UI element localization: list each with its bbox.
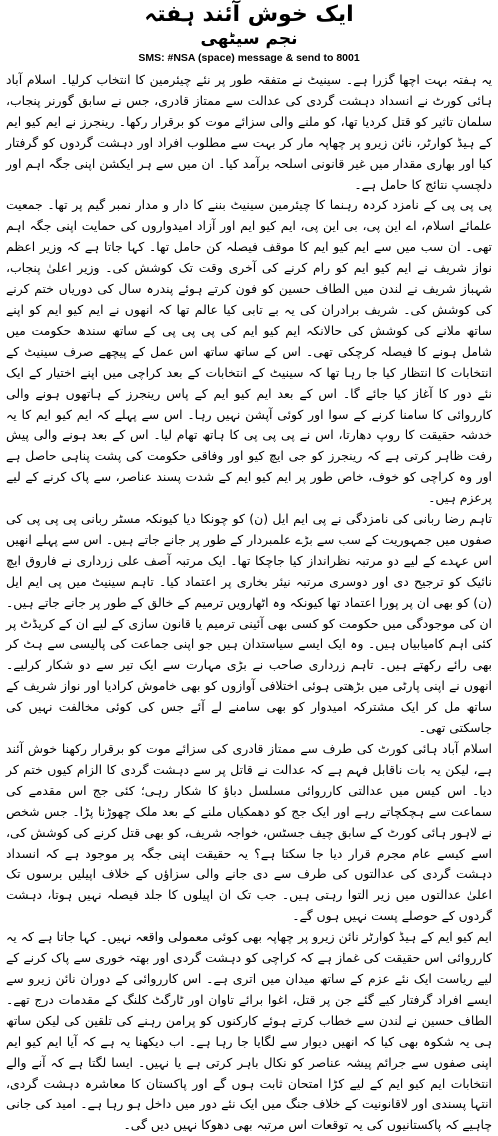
article-title: ایک خوش آئند ہفتہ	[144, 2, 354, 27]
article-header	[0, 0, 498, 66]
paragraph-4: اسلام آباد ہائی کورٹ کی طرف سے ممتاز قادری کی سزائے موت کو برقرار رکھنا خوش آئند ہے، لیکن یہ بات ناقابل فہم ہے کہ عدالت نے قاتل پر سے دہشت گردی کا الزام کیوں ختم کر دیا۔ اس کیس میں عدالتی کارروائی مسلسل دباؤ کا شکار رہی؛ کئی جج اس مقدمے کی سماعت سے ہچکچاتے رہے اور ایک جج کو دھمکیاں ملنے کے بعد ملک چھوڑنا پڑا۔ جس شخص نے لاہور ہائی کورٹ کے سابق چیف جسٹس، خواجہ شریف، کو بھی قتل کرنے کی کوشش کی، اسے کیسے عام مجرم قرار دیا جا سکتا ہے؟ یہ حقیقت اپنی جگہ پر موجود ہے کہ انسداد دہشت گردی کی عدالتوں کی طرف سے دی جانے والی سزاؤں کے خلاف اپیلیں برسوں تک اعلیٰ عدالتوں میں زیر التوا رہتی ہیں۔ جب تک ان اپیلوں کا جلد فیصلہ نہیں ہوتا، دہشت گردوں کے حوصلے پست نہیں ہوں گے۔	[6, 741, 492, 924]
paragraph-3: تاہم رضا ربانی کی نامزدگی نے پی ایم ایل (ن) کو چونکا دیا کیونکہ مسٹر ربانی پی پی پی کی صفوں میں جمہوریت کے سب سے بڑے علمبردار کے طور پر جانے جاتے ہیں۔ اس سے پہلے انھیں اس عہدے کے لیے دو مرتبہ نظرانداز کیا جاچکا تھا۔ ایک مرتبہ آصف علی زرداری نے فاروق ایچ نائیک کو ترجیح دی اور دوسری مرتبہ نیئر بخاری پر اعتماد کیا۔ تاہم سینیٹ میں پی ایم ایل (ن) کو بھی ان پر پورا اعتماد تھا کیونکہ وہ اٹھارویں ترمیم کے خالق کے طور پر جانے جاتے ہیں۔ ان کی موجودگی میں حکومت کو کسی بھی آئینی ترمیم یا قانون سازی کے لیے ان کے کریڈٹ پر کئی اہم کامیابیاں ہیں۔ وہ ایک ایسے سیاستدان ہیں جو اپنی جماعت کی پالیسی سے ہٹ کر بھی رائے رکھتے ہیں۔ تاہم زرداری صاحب نے بڑی مہارت سے ایک تیر سے دو شکار کرلیے۔ انھوں نے اپنی پارٹی میں بڑھتی ہوئی اختلافی آوازوں کو بھی خاموش کرادیا اور نواز شریف کے ساتھ مل کر ایک مشترکہ امیدوار کو بھی سامنے لے آئے جس کی کوئی مخالفت نہیں کی جاسکتی تھی۔	[6, 511, 492, 736]
paragraph-5: ایم کیو ایم کے ہیڈ کوارٹر نائن زیرو پر چھاپہ بھی کوئی معمولی واقعہ نہیں۔ کہا جاتا ہے کہ یہ کارروائی اس حقیقت کی غماز ہے کہ کراچی کو دہشت گردی اور بھتہ خوری سے پاک کرنے کے لیے ریاست ایک نئے عزم کے ساتھ میدان میں اتری ہے۔ اس کارروائی کے دوران نائن زیرو سے ایسے افراد گرفتار کیے گئے جن پر قتل، اغوا برائے تاوان اور ٹارگٹ کلنگ کے مقدمات درج تھے۔ الطاف حسین نے لندن سے خطاب کرتے ہوئے کارکنوں کو پرامن رہنے کی تلقین کی لیکن ساتھ ہی یہ شکوہ بھی کیا کہ انھیں دیوار سے لگایا جا رہا ہے۔ اب دیکھنا یہ ہے کہ آیا ایم کیو ایم اپنی صفوں سے جرائم پیشہ عناصر کو نکال باہر کرتی ہے یا نہیں۔ ایسا لگتا ہے کہ آنے والے انتخابات ایم کیو ایم کے لیے کڑا امتحان ثابت ہوں گے اور پاکستان کا معاشرہ دہشت گردی، انتہا پسندی اور لاقانونیت کے خلاف جنگ میں ایک نئے دور میں داخل ہو رہا ہے۔ امید کی جانی چاہیے کہ پاکستانیوں کی یہ توقعات اس مرتبہ بھی دھوکا نہیں دیں گی۔	[6, 929, 492, 1133]
sms-instruction: SMS: #NSA (space) message & send to 8001	[138, 52, 360, 64]
paragraph-2: پی پی پی کے نامزد کردہ رہنما کا چیئرمین سینیٹ بننے کا دار و مدار نمبر گیم پر تھا۔ جمعیت علمائے اسلام، اے این پی، بی این پی، ایم کیو ایم اور آزاد امیدواروں کی حمایت اپنی جگہ اہم تھی۔ ان سب میں سے ایم کیو ایم کا موقف فیصلہ کن حامل تھا۔ کہا جاتا ہے کہ وزیر اعظم نواز شریف نے ایم کیو ایم کو رام کرنے کی آخری وقت تک کوشش کی۔ وزیر اعلیٰ پنجاب، شہباز شریف نے لندن میں الطاف حسین کو فون کرتے ہوئے پندرہ سال کی دوریاں ختم کرنے کی کوشش کی۔ شریف برادران کی یہ بے تابی کیا عالم تھا کہ انھوں نے ایم کیو ایم کو اپنے ساتھ ملانے کی کوشش کی حالانکہ ایم کیو ایم کی پی پی پی کے ساتھ سندھ حکومت میں شامل ہونے کا فیصلہ کرچکی تھی۔ اس کے ساتھ ساتھ اس عمل کے پیچھے صرف سینیٹ کے انتخابات کا انتظار کیا جا رہا تھا کہ سینیٹ کے انتخابات کے بعد کراچی میں اپنے اختیار کے ایک نئے دور کا آغاز کیا جائے گا۔ اس کے بعد ایم کیو ایم کے پاس رینجرز کے ہاتھوں ہونے والی کارروائی کا سامنا کرنے کے سوا اور کوئی آپشن نہیں رہا۔ اس سے پہلے کہ ایم کیو ایم کا یہ خدشہ حقیقت کا روپ دھارتا، اس نے پی پی پی کا ہاتھ تھام لیا۔ اس کے بعد ہونے والی پیش رفت ظاہر کرتی ہے کہ رینجرز کو جی ایچ کیو اور وفاقی حکومت کی پشت پناہی حاصل ہے اور وہ کراچی کو خوف، خاص طور پر ایم کیو ایم کے شدت پسند عناصر، سے پاک کرنے کے لیے پرعزم ہیں۔	[6, 197, 492, 506]
article-body	[0, 66, 498, 1136]
author-name: نجم سیٹھی	[200, 29, 298, 49]
paragraph-1: یہ ہفتہ بہت اچھا گزرا ہے۔ سینیٹ نے متفقہ طور پر نئے چیئرمین کا انتخاب کرلیا۔ اسلام آباد ہائی کورٹ نے انسداد دہشت گردی کی عدالت سے ممتاز قادری، جس نے سابق گورنر پنجاب، سلمان تاثیر کو قتل کردیا تھا، کو ملنے والی سزائے موت کو برقرار رکھا۔ رینجرز نے ایم کیو ایم کے ہیڈ کوارٹر، نائن زیرو پر چھاپہ مار کر بہت سے مطلوب افراد اور دہشت گردوں کو گرفتار کیا اور بھاری مقدار میں غیر قانونی اسلحہ برآمد کیا۔ ان میں سے ہر ایکشن اپنی جگہ اہم اور دلچسپ نتائج کا حامل ہے۔	[6, 72, 492, 192]
